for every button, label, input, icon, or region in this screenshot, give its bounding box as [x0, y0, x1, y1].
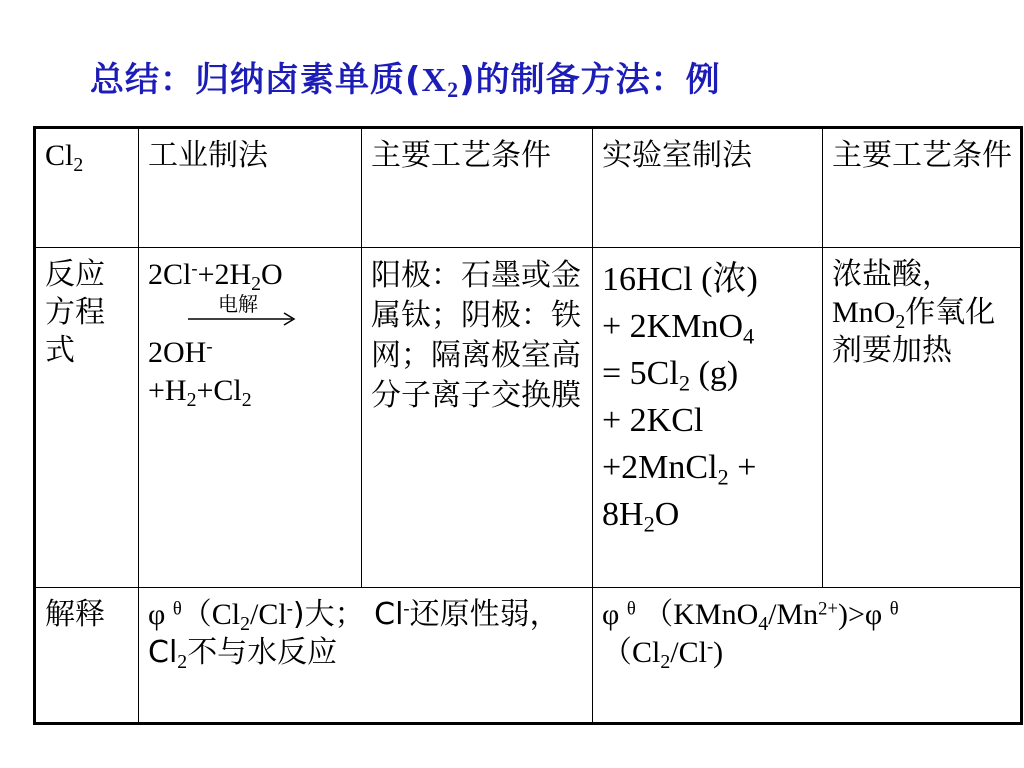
theta: θ [172, 598, 182, 620]
eq-line: + [728, 449, 757, 486]
electrolysis-label: 电解 [218, 292, 258, 316]
phi: φ [148, 598, 173, 631]
eq-sub: 2 [678, 370, 691, 396]
eq-line: O [654, 496, 680, 533]
eq-line: 8H [602, 496, 644, 533]
eq-sub: 4 [743, 323, 755, 349]
eq-line: 16HCl (浓) [602, 261, 758, 298]
explain-text: 不与水反应 [187, 635, 338, 670]
electrolysis-arrow [188, 294, 298, 334]
explain-sub: 2 [177, 650, 188, 673]
phi: φ [602, 598, 627, 631]
preparation-table [33, 126, 1023, 725]
explain-text: )大； Cl [292, 597, 404, 632]
industrial-equation [139, 248, 362, 588]
title-text: 总结：归纳卤素单质( [90, 60, 422, 100]
reaction-label: 反应方程式 [35, 248, 139, 588]
page-title [90, 52, 990, 101]
header-cl-sub: 2 [73, 153, 84, 176]
eq-part: +Cl [196, 374, 242, 407]
eq-line: + 2KMnO [602, 308, 744, 345]
explain-sup: - [286, 598, 293, 620]
explain-text: /Cl [250, 598, 287, 631]
explain-text: ) [713, 636, 724, 669]
header-industrial: 工业制法 [139, 128, 362, 248]
explain-sup: 2+ [818, 598, 838, 620]
lab-conditions [823, 248, 1022, 588]
explain-label: 解释 [35, 588, 139, 724]
industrial-conditions: 阳极：石墨或金属钛；阴极：铁网；隔离极室高分子离子交换膜 [362, 248, 593, 588]
title-formula: X [421, 62, 448, 99]
eq-sub: 2 [251, 272, 262, 295]
explain-right [593, 588, 1022, 724]
explain-sub: 2 [240, 612, 250, 635]
title-subscript: 2 [447, 77, 460, 102]
explain-sub: 2 [660, 650, 671, 673]
explain-text: 还原性弱，Cl [148, 597, 560, 670]
explain-text: （Cl [181, 598, 241, 631]
eq-sup: - [191, 258, 198, 280]
eq-part: 2OH [148, 336, 207, 369]
explain-sup: - [706, 636, 714, 658]
explain-left [139, 588, 593, 724]
lab-cond-formula: MnO [832, 296, 896, 329]
eq-part: 2Cl [148, 258, 192, 291]
reaction-row [35, 248, 1022, 588]
header-cl-text: Cl [45, 139, 74, 172]
eq-part: +H [148, 374, 187, 407]
explanation-row [35, 588, 1022, 724]
lab-cond-text: 作氧化剂要加热 [832, 295, 996, 368]
explain-text: （KMnO [635, 598, 759, 631]
explain-text: )>φ [837, 598, 890, 631]
lab-equation [593, 248, 823, 588]
eq-sub: 2 [241, 388, 252, 411]
header-conditions: 主要工艺条件 [362, 128, 593, 248]
header-conditions-2: 主要工艺条件 [823, 128, 1022, 248]
explain-sup: - [403, 598, 410, 620]
eq-line: + 2KCl [602, 402, 704, 439]
eq-part: +2H [197, 258, 252, 291]
theta: θ [889, 598, 899, 620]
eq-sub: 2 [186, 388, 197, 411]
lab-cond-text: 浓盐酸， [832, 257, 952, 292]
eq-part: O [261, 258, 283, 291]
eq-sup: - [206, 336, 213, 358]
explain-sub: 4 [758, 612, 769, 635]
eq-line: = 5Cl [602, 355, 679, 392]
header-row [35, 128, 1022, 248]
eq-line: (g) [690, 355, 739, 392]
title-text-end: )的制备方法：例 [459, 60, 721, 100]
explain-text: /Cl [670, 636, 707, 669]
eq-sub: 2 [643, 511, 655, 537]
arrow-icon [188, 312, 298, 326]
explain-text: （Cl [602, 636, 661, 669]
eq-line: +2MnCl [602, 449, 718, 486]
header-cl2 [35, 128, 139, 248]
theta: θ [626, 598, 636, 620]
explain-text: /Mn [768, 598, 819, 631]
eq-sub: 2 [717, 464, 729, 490]
lab-cond-sub: 2 [895, 310, 906, 333]
header-lab: 实验室制法 [593, 128, 823, 248]
